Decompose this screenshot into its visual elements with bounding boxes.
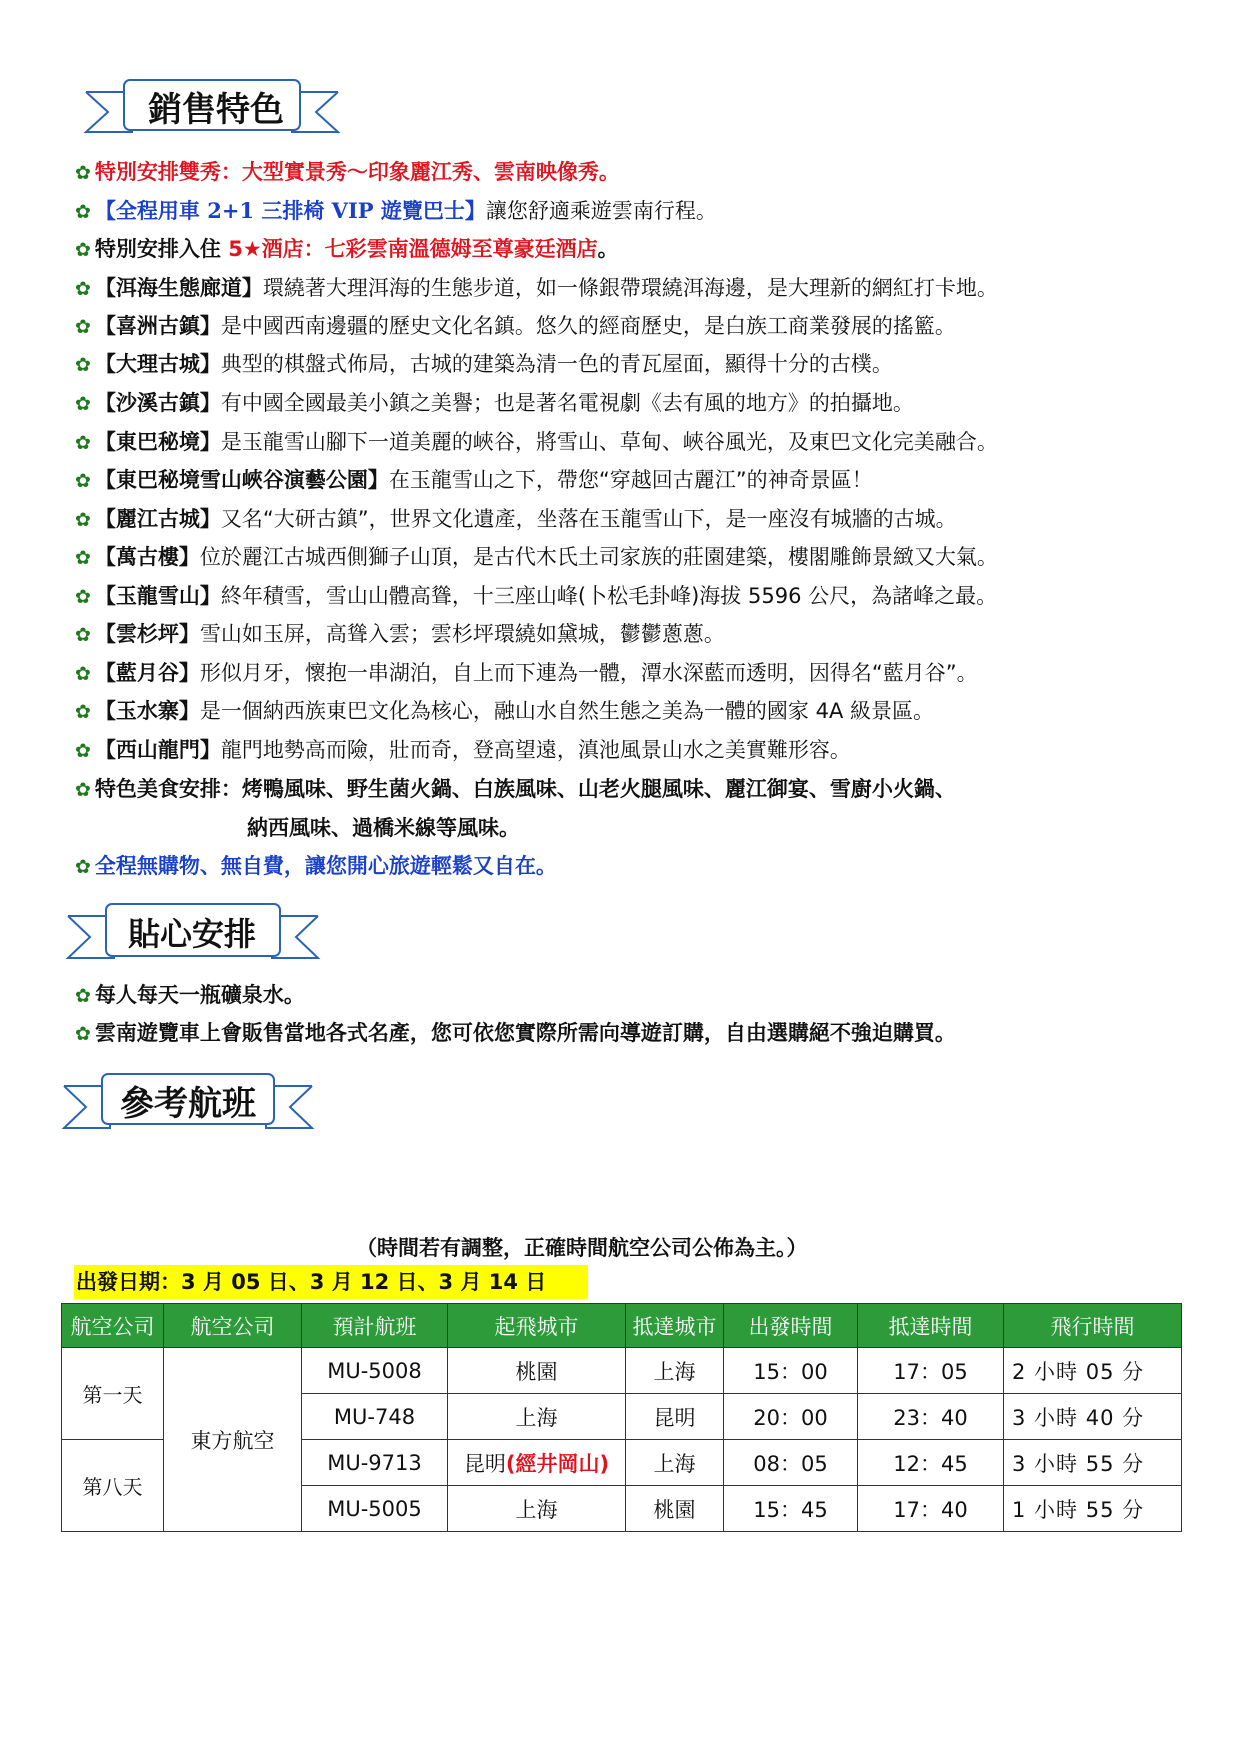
day-cell: 第一天 bbox=[62, 1348, 164, 1440]
departure-city: 桃園 bbox=[448, 1348, 626, 1394]
departure-dates: 出發日期：3 月 05 日、3 月 12 日、3 月 14 日 bbox=[74, 1265, 588, 1299]
feature-14: ✿ 【藍月谷】形似月牙，懷抱一串湖泊，自上而下連為一體，潭水深藍而透明，因得名“藍月谷”。 bbox=[75, 661, 978, 685]
column-header: 航空公司 bbox=[164, 1304, 302, 1348]
arrival-time: 17：40 bbox=[858, 1486, 1004, 1532]
departure-city: 上海 bbox=[448, 1486, 626, 1532]
arrival-city: 昆明 bbox=[626, 1394, 724, 1440]
flower-bullet-icon: ✿ bbox=[75, 547, 91, 569]
flower-bullet-icon: ✿ bbox=[75, 509, 91, 531]
flight-note: （時間若有調整，正確時間航空公司公佈為主。） bbox=[356, 1236, 808, 1260]
section-title-sales: 銷售特色 bbox=[148, 90, 284, 130]
flower-bullet-icon: ✿ bbox=[75, 856, 91, 878]
flower-bullet-icon: ✿ bbox=[75, 432, 91, 454]
feature-4: ✿ 【洱海生態廊道】環繞著大理洱海的生態步道，如一條銀帶環繞洱海邊，是大理新的網紅打卡地。 bbox=[75, 276, 998, 300]
section-banner-sales bbox=[82, 76, 342, 142]
flight-number: MU-748 bbox=[302, 1394, 448, 1440]
feature-16: ✿ 【西山龍門】龍門地勢高而險，壯而奇，登高望遠，滇池風景山水之美實難形容。 bbox=[75, 738, 851, 762]
airline-cell: 東方航空 bbox=[164, 1348, 302, 1532]
flower-bullet-icon: ✿ bbox=[75, 470, 91, 492]
feature-1: ✿ 特別安排雙秀：大型實景秀～印象麗江秀、雲南映像秀。 bbox=[75, 160, 620, 184]
flower-bullet-icon: ✿ bbox=[75, 239, 91, 261]
flight-number: MU-5005 bbox=[302, 1486, 448, 1532]
feature-8: ✿ 【東巴秘境】是玉龍雪山腳下一道美麗的峽谷，將雪山、草甸、峽谷風光，及東巴文化完美融合。 bbox=[75, 430, 998, 454]
column-header: 飛行時間 bbox=[1004, 1304, 1182, 1348]
feature-17: ✿ 特色美食安排：烤鴨風味、野生菌火鍋、白族風味、山老火腿風味、麗江御宴、雪廚小火鍋、 bbox=[75, 777, 956, 801]
feature-2: ✿ 【全程用車 2+1 三排椅 VIP 遊覽巴士】讓您舒適乘遊雲南行程。 bbox=[75, 198, 717, 223]
departure-city: 上海 bbox=[448, 1394, 626, 1440]
feature-10: ✿ 【麗江古城】又名“大研古鎮”，世界文化遺產，坐落在玉龍雪山下，是一座沒有城牆的古城。 bbox=[75, 507, 957, 531]
flight-number: MU-9713 bbox=[302, 1440, 448, 1486]
feature-7: ✿ 【沙溪古鎮】有中國全國最美小鎮之美譽；也是著名電視劇《去有風的地方》的拍攝地。 bbox=[75, 391, 914, 415]
feature-9: ✿ 【東巴秘境雪山峽谷演藝公園】在玉龍雪山之下，帶您“穿越回古麗江”的神奇景區！ bbox=[75, 468, 873, 492]
departure-time: 15：00 bbox=[724, 1348, 858, 1394]
care-item-2: ✿ 雲南遊覽車上會販售當地各式名產，您可依您實際所需向導遊訂購，自由選購絕不強迫購買。 bbox=[75, 1021, 956, 1045]
column-header: 抵達時間 bbox=[858, 1304, 1004, 1348]
flower-bullet-icon: ✿ bbox=[75, 393, 91, 415]
flight-duration: 3 小時 55 分 bbox=[1004, 1440, 1182, 1486]
feature-13: ✿ 【雲杉坪】雪山如玉屏，高聳入雲；雲杉坪環繞如黛城，鬱鬱蔥蔥。 bbox=[75, 622, 725, 646]
feature-3: ✿ 特別安排入住 5★酒店：七彩雲南溫德姆至尊豪廷酒店。 bbox=[75, 237, 619, 261]
feature-17-continued: 納西風味、過橋米線等風味。 bbox=[247, 816, 520, 840]
care-item-1: ✿ 每人每天一瓶礦泉水。 bbox=[75, 983, 305, 1007]
departure-time: 15：45 bbox=[724, 1486, 858, 1532]
column-header: 抵達城市 bbox=[626, 1304, 724, 1348]
flower-bullet-icon: ✿ bbox=[75, 985, 91, 1007]
flight-duration: 1 小時 55 分 bbox=[1004, 1486, 1182, 1532]
flower-bullet-icon: ✿ bbox=[75, 278, 91, 300]
flower-bullet-icon: ✿ bbox=[75, 201, 91, 223]
table-row bbox=[62, 1348, 1182, 1394]
arrival-time: 17：05 bbox=[858, 1348, 1004, 1394]
feature-5: ✿ 【喜洲古鎮】是中國西南邊疆的歷史文化名鎮。悠久的經商歷史，是白族工商業發展的搖籃。 bbox=[75, 314, 956, 338]
feature-18: ✿ 全程無購物、無自費，讓您開心旅遊輕鬆又自在。 bbox=[75, 854, 557, 878]
flight-table bbox=[61, 1303, 1182, 1532]
departure-time: 08：05 bbox=[724, 1440, 858, 1486]
column-header: 航空公司 bbox=[62, 1304, 164, 1348]
day-cell: 第八天 bbox=[62, 1440, 164, 1532]
arrival-city: 桃園 bbox=[626, 1486, 724, 1532]
flower-bullet-icon: ✿ bbox=[75, 779, 91, 801]
flower-bullet-icon: ✿ bbox=[75, 316, 91, 338]
flower-bullet-icon: ✿ bbox=[75, 162, 91, 184]
flower-bullet-icon: ✿ bbox=[75, 624, 91, 646]
section-title-flights: 參考航班 bbox=[120, 1084, 256, 1124]
arrival-time: 12：45 bbox=[858, 1440, 1004, 1486]
section-banner-care bbox=[64, 902, 322, 968]
section-banner-flights bbox=[60, 1070, 316, 1136]
departure-city: 昆明(經井岡山) bbox=[448, 1440, 626, 1486]
arrival-time: 23：40 bbox=[858, 1394, 1004, 1440]
feature-12: ✿ 【玉龍雪山】終年積雪，雪山山體高聳，十三座山峰(卜松毛卦峰)海拔 5596 公尺，為諸峰之最。 bbox=[75, 584, 998, 608]
flower-bullet-icon: ✿ bbox=[75, 740, 91, 762]
flower-bullet-icon: ✿ bbox=[75, 1023, 91, 1045]
flower-bullet-icon: ✿ bbox=[75, 586, 91, 608]
flower-bullet-icon: ✿ bbox=[75, 354, 91, 376]
column-header: 預計航班 bbox=[302, 1304, 448, 1348]
table-header-row bbox=[62, 1304, 1182, 1348]
flower-bullet-icon: ✿ bbox=[75, 663, 91, 685]
flight-duration: 2 小時 05 分 bbox=[1004, 1348, 1182, 1394]
section-title-care: 貼心安排 bbox=[128, 915, 257, 953]
departure-time: 20：00 bbox=[724, 1394, 858, 1440]
flight-duration: 3 小時 40 分 bbox=[1004, 1394, 1182, 1440]
column-header: 起飛城市 bbox=[448, 1304, 626, 1348]
flower-bullet-icon: ✿ bbox=[75, 701, 91, 723]
arrival-city: 上海 bbox=[626, 1348, 724, 1394]
feature-15: ✿ 【玉水寨】是一個納西族東巴文化為核心，融山水自然生態之美為一體的國家 4A 級景區。 bbox=[75, 699, 934, 723]
feature-6: ✿ 【大理古城】典型的棋盤式佈局，古城的建築為清一色的青瓦屋面，顯得十分的古樸。 bbox=[75, 352, 893, 376]
flight-number: MU-5008 bbox=[302, 1348, 448, 1394]
feature-11: ✿ 【萬古樓】位於麗江古城西側獅子山頂，是古代木氏土司家族的莊園建築，樓閣雕飾景緻又大氣。 bbox=[75, 545, 998, 569]
column-header: 出發時間 bbox=[724, 1304, 858, 1348]
arrival-city: 上海 bbox=[626, 1440, 724, 1486]
